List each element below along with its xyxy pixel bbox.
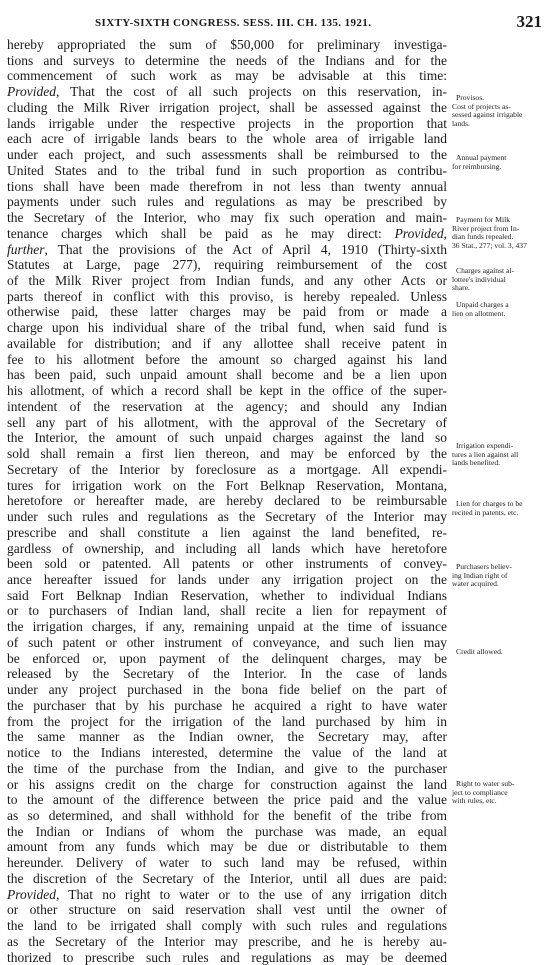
margin-note-line: dian funds repealed. — [452, 233, 514, 242]
body-line: hereunder. Delivery of water to such land may be refused, within — [7, 855, 447, 871]
body-line: the discretion of the Secretary of the Interior, until all dues are paid: — [7, 870, 447, 886]
body-line: United States and to the tribal fund in such proportion as contribu- — [7, 162, 447, 178]
margin-note-line: for reimbursing. — [452, 162, 502, 171]
margin-note-provisos — [452, 94, 552, 128]
body-line: amount from any funds which may be due or distributable to them — [7, 839, 447, 855]
margin-note-line: River project from In- — [452, 224, 520, 233]
body-text — [7, 37, 447, 965]
margin-note-line: Irrigation expendi- — [456, 442, 514, 450]
body-line: charge upon his individual share of the tribal fund, when said fund is — [7, 320, 447, 336]
body-line: hereby appropriated the sum of $50,000 for preliminary investiga- — [7, 37, 447, 52]
body-line: as the Secretary of the Interior may prescribe, and he is hereby au- — [7, 933, 447, 949]
body-line: otherwise paid, these latter charges may be paid from or made a — [7, 304, 447, 320]
margin-note-line: Unpaid charges a — [456, 301, 509, 309]
body-line: the purchaser that by his purchase he acquired a right to have water — [7, 697, 447, 713]
body-line: Statutes at Large, page 277), requiring reimbursement of the cost — [7, 257, 447, 273]
body-line: or his assigns credit on the charge for construction against the land — [7, 776, 447, 792]
body-line: lands irrigable under the respective projects in the proportion that — [7, 115, 447, 131]
body-line: sell any part of his allotment, with the approval of the Secretary of — [7, 414, 447, 430]
body-line: notice to the Indians interested, determine the value of the land at — [7, 745, 447, 761]
margin-note-water-right — [452, 780, 552, 806]
body-line: sold shall remain a first lien thereon, and may be enforced by the — [7, 446, 447, 462]
margin-note-lien-patents — [452, 500, 552, 517]
body-line: Secretary of the Interior by foreclosure as a mortgage. All expendi- — [7, 461, 447, 477]
body-line: his allotment, of which a record shall be kept in the office of the super- — [7, 383, 447, 399]
body-line: from the project for the irrigation of the land purchased by him in — [7, 713, 447, 729]
body-line: thorized to prescribe such rules and regulations as may be deemed — [7, 949, 447, 965]
margin-note-purchasers — [452, 563, 552, 589]
running-head: SIXTY-SIXTH CONGRESS. SESS. III. CH. 135. 1921. — [95, 17, 372, 29]
body-line: or other structure on said reservation shall vest until the owner of — [7, 902, 447, 918]
margin-note-annual-payment — [452, 154, 552, 171]
body-line: under such rules and regulations as the Secretary of the Interior may — [7, 509, 447, 525]
body-line: of the Milk River project from Indian funds, and any other Acts or — [7, 273, 447, 289]
margin-note-line: with rules, etc. — [452, 797, 497, 806]
body-line: the Interior, the amount of such unpaid charges against the land so — [7, 430, 447, 446]
body-line: the Secretary of the Interior, who may fix such operation and main- — [7, 210, 447, 226]
body-line: the land to be irrigated shall comply with such rules and regulations — [7, 918, 447, 934]
margin-note-line: Cost of projects as- — [452, 102, 511, 111]
margin-note-line: ject to compliance — [452, 788, 508, 797]
body-line: tenance charges which shall be paid as he may direct: Provided, — [7, 225, 447, 241]
body-line: the irrigation charges, if any, remaining unpaid at the time of issuance — [7, 619, 447, 635]
body-line: intendent of the reservation at the agency; and should any Indian — [7, 398, 447, 414]
body-line: payments under such rules and regulations as may be prescribed by — [7, 194, 447, 210]
body-line: prescribe and shall constitute a lien against the land benefited, re- — [7, 524, 447, 540]
body-line: heretofore or hereafter made, are hereby declared to be reimbursable — [7, 493, 447, 509]
margin-note-line: share. — [452, 284, 470, 293]
body-line: Provided, That the cost of all such projects on this reservation, in- — [7, 84, 447, 100]
body-line: as so determined, and shall withhold for the benefit of the tribe from — [7, 807, 447, 823]
margin-note-line: tures a lien against all — [452, 450, 519, 459]
body-line: the same manner as the Indian owner, the Secretary may, after — [7, 729, 447, 745]
margin-note-line: Purchasers believ- — [456, 563, 512, 571]
body-line: further, That the provisions of the Act of April 4, 1910 (Thirty-sixth — [7, 241, 447, 257]
body-line: be enforced or, upon payment of the delinquent charges, may be — [7, 650, 447, 666]
body-line: has been paid, such unpaid amount shall become and be a lien upon — [7, 367, 447, 383]
margin-note-line: lands benefited. — [452, 459, 501, 468]
margin-note-milk-river — [452, 216, 552, 250]
margin-note-allottee-share — [452, 267, 552, 293]
margin-note-line: lien on allotment. — [452, 309, 506, 318]
body-line: cluding the Milk River irrigation project, shall be assessed against the — [7, 99, 447, 115]
margin-note-line: recited in patents, etc. — [452, 508, 519, 517]
margin-note-credit — [452, 648, 552, 657]
margin-note-line: water acquired. — [452, 580, 499, 589]
body-line: tions and surveys to determine the needs of the Indians and for the — [7, 52, 447, 68]
body-line: fee to his allotment before the amount so charged against his land — [7, 351, 447, 367]
margin-note-line: 36 Stat., 277; vol. 3, 437 — [452, 241, 527, 250]
margin-note-line: Provisos. — [456, 94, 485, 102]
margin-note-line: Payment for Milk — [456, 216, 510, 224]
body-line: released by the Secretary of the Interior. In the case of lands — [7, 666, 447, 682]
body-line: each acre of irrigable lands bears to the whole area of irrigable land — [7, 131, 447, 147]
margin-note-line: Lien for charges to be — [456, 500, 523, 508]
body-line: been sold or patented. All patents or other instruments of convey- — [7, 556, 447, 572]
body-line: commencement of such work as may be advisable at this time: — [7, 68, 447, 84]
body-line: tures for irrigation work on the Fort Belknap Reservation, Montana, — [7, 477, 447, 493]
margin-note-line: Credit allowed. — [456, 648, 503, 656]
margin-note-line: Annual payment — [456, 154, 507, 162]
body-line: ance hereafter issued for lands under any irrigation project on the — [7, 571, 447, 587]
margin-note-line: Right to water sub- — [456, 780, 515, 788]
body-line: the time of the purchase from the Indian, and give to the purchaser — [7, 760, 447, 776]
margin-note-line: Charges against al- — [456, 267, 515, 275]
body-line: under each project, and such assessments shall be reimbursed to the — [7, 147, 447, 163]
margin-note-line: lands. — [452, 119, 470, 128]
body-line: Provided, That no right to water or to the use of any irrigation ditch — [7, 886, 447, 902]
margin-notes — [452, 0, 552, 863]
margin-note-unpaid-charges — [452, 301, 552, 318]
margin-note-irrigation-lien — [452, 442, 552, 468]
body-line: tions shall have been made therefrom in not less than twenty annual — [7, 178, 447, 194]
body-line: said Fort Belknap Indian Reservation, whether to individual Indians — [7, 587, 447, 603]
body-line: the Indian or Indians of whom the purchase was made, an equal — [7, 823, 447, 839]
margin-note-line: ing Indian right of — [452, 571, 508, 580]
margin-note-line: sessed against irrigable — [452, 111, 523, 120]
body-line: to the amount of the difference between the price paid and the value — [7, 792, 447, 808]
body-line: under any project purchased in the bona fide belief on the part of — [7, 682, 447, 698]
body-line: or to purchasers of Indian land, shall recite a lien for repayment of — [7, 603, 447, 619]
margin-note-line: lottee's individual — [452, 275, 506, 284]
body-line: of such patent or other instrument of conveyance, and such lien may — [7, 634, 447, 650]
body-line: available for distribution; and if any allottee shall receive patent in — [7, 335, 447, 351]
body-line: gardless of ownership, and including all lands which have heretofore — [7, 540, 447, 556]
body-line: parts thereof in conflict with this proviso, is hereby repealed. Unless — [7, 288, 447, 304]
page-number: 321 — [516, 12, 542, 31]
